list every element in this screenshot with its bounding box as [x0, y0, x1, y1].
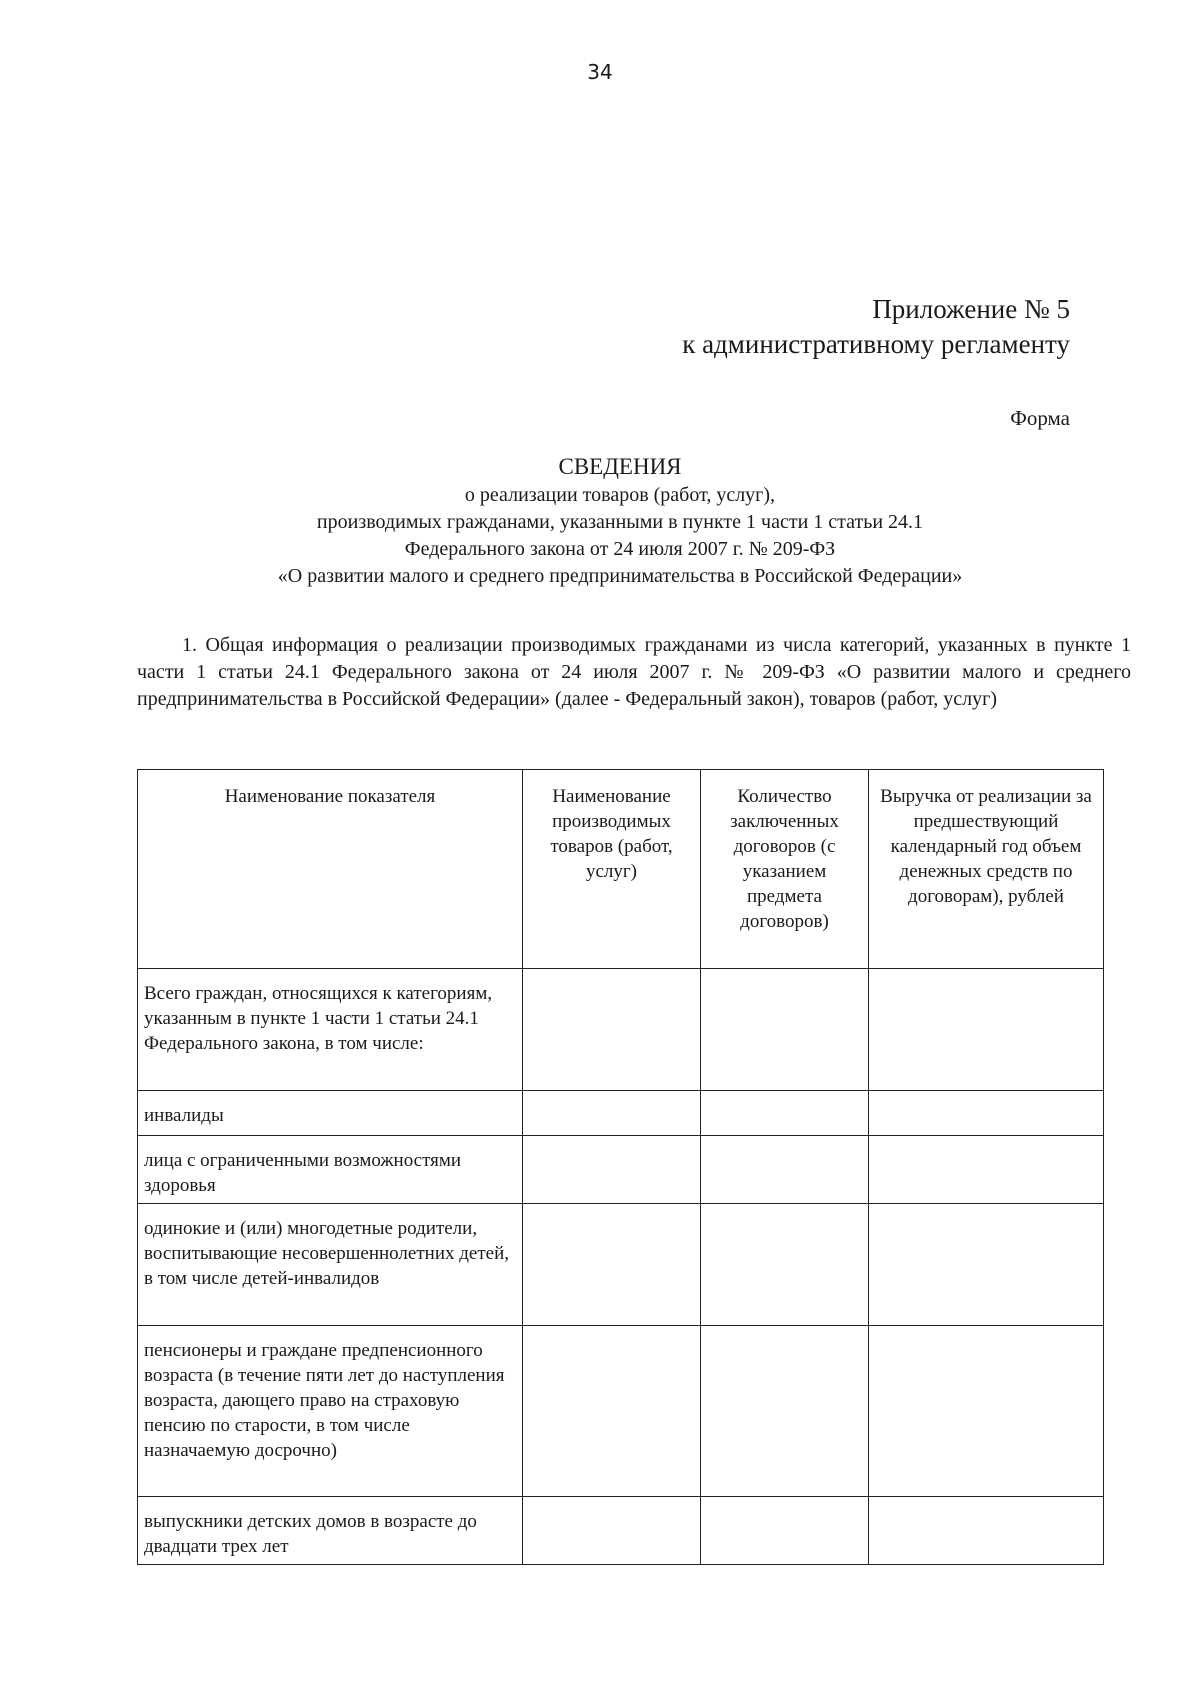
- page-number: 34: [587, 60, 613, 84]
- revenue-cell[interactable]: [869, 1091, 1104, 1136]
- title-line-1: о реализации товаров (работ, услуг),: [464, 484, 776, 506]
- contracts-cell[interactable]: [701, 1091, 869, 1136]
- goods-cell[interactable]: [523, 1204, 701, 1326]
- appendix-heading: [682, 292, 1070, 362]
- header-indicator-name: Наименование показателя: [138, 770, 523, 969]
- contracts-cell[interactable]: [701, 1204, 869, 1326]
- row-label: лица с ограниченными возможностями здоровья: [138, 1136, 523, 1204]
- goods-cell[interactable]: [523, 1497, 701, 1565]
- header-goods-name: Наименование производимых товаров (работ, услуг): [523, 770, 701, 969]
- contracts-cell[interactable]: [701, 1326, 869, 1497]
- title-main: СВЕДЕНИЯ: [558, 454, 682, 479]
- header-contracts-count: Количество заключенных договоров (с указанием предмета договоров): [701, 770, 869, 969]
- row-label: пенсионеры и граждане предпенсионного возраста (в течение пяти лет до наступления возраста, дающего право на страховую пенсию по старости, в том числе назначаемую досрочно): [138, 1326, 523, 1497]
- header-revenue: Выручка от реализации за предшествующий календарный год объем денежных средств по договорам), рублей: [869, 770, 1104, 969]
- title-line-3: Федерального закона от 24 июля 2007 г. № 209-ФЗ: [404, 538, 836, 560]
- sales-info-table: [137, 769, 1104, 1565]
- appendix-reference: к административному регламенту: [682, 329, 1070, 359]
- table-row: [138, 1497, 1104, 1565]
- revenue-cell[interactable]: [869, 1497, 1104, 1565]
- form-label: Форма: [1010, 406, 1070, 430]
- contracts-cell[interactable]: [701, 1136, 869, 1204]
- revenue-cell[interactable]: [869, 969, 1104, 1091]
- table-row: [138, 1091, 1104, 1136]
- revenue-cell[interactable]: [869, 1326, 1104, 1497]
- title-line-2: производимых гражданами, указанными в пункте 1 части 1 статьи 24.1: [316, 511, 924, 533]
- revenue-cell[interactable]: [869, 1136, 1104, 1204]
- appendix-number: Приложение № 5: [872, 294, 1070, 324]
- contracts-cell[interactable]: [701, 1497, 869, 1565]
- row-label: выпускники детских домов в возрасте до двадцати трех лет: [138, 1497, 523, 1565]
- table-header-row: [138, 770, 1104, 969]
- document-title: [0, 452, 1200, 590]
- goods-cell[interactable]: [523, 969, 701, 1091]
- goods-cell[interactable]: [523, 1091, 701, 1136]
- row-label: одинокие и (или) многодетные родители, воспитывающие несовершеннолетних детей, в том числе детей-инвалидов: [138, 1204, 523, 1326]
- table-row: [138, 969, 1104, 1091]
- goods-cell[interactable]: [523, 1326, 701, 1497]
- title-line-4: «О развитии малого и среднего предпринимательства в Российской Федерации»: [277, 565, 963, 587]
- revenue-cell[interactable]: [869, 1204, 1104, 1326]
- contracts-cell[interactable]: [701, 969, 869, 1091]
- row-label: инвалиды: [138, 1091, 523, 1136]
- general-info-paragraph: 1. Общая информация о реализации производимых гражданами из числа категорий, указанных в пункте 1 части 1 статьи 24.1 Федерального закона от 24 июля 2007 г. № 209-ФЗ «О развитии малого и среднего предпринимательства в Российской Федерации» (далее - Федеральный закон), товаров (работ, услуг): [137, 634, 1131, 710]
- goods-cell[interactable]: [523, 1136, 701, 1204]
- table-row: [138, 1204, 1104, 1326]
- table-row: [138, 1136, 1104, 1204]
- table-row: [138, 1326, 1104, 1497]
- row-label: Всего граждан, относящихся к категориям, указанным в пункте 1 части 1 статьи 24.1 Федерального закона, в том числе:: [138, 969, 523, 1091]
